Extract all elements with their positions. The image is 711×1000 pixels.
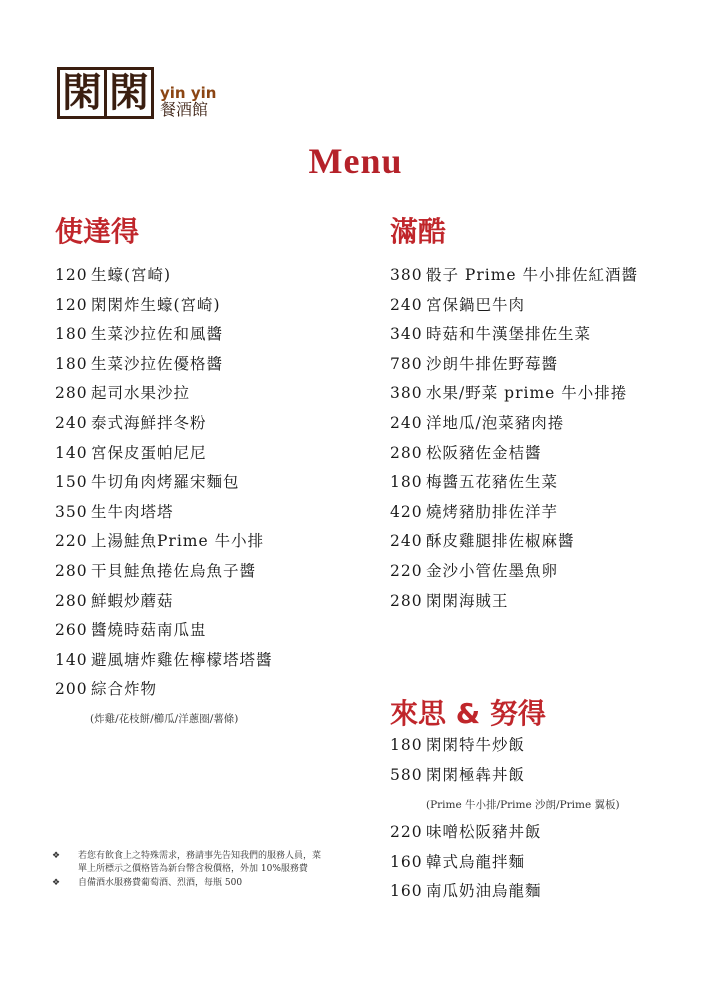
diamond-bullet-icon: ❖ <box>52 878 61 888</box>
menu-item-price: 140 <box>55 443 88 462</box>
menu-item-price: 340 <box>390 325 423 344</box>
menu-item-name: 避風塘炸雞佐檸檬塔塔醬 <box>91 650 273 669</box>
menu-item-name: 宮保鍋巴牛肉 <box>426 295 526 314</box>
menu-item-price: 120 <box>55 295 88 314</box>
menu-item <box>390 320 638 350</box>
fried-platter-note: (炸雞/花枝餅/櫛瓜/洋蔥圈/薯條) <box>90 713 239 725</box>
menu-item-name: 上湯鮭魚Prime 牛小排 <box>91 532 265 551</box>
menu-item-name: 燒烤豬肋排佐洋芋 <box>426 502 559 521</box>
logo-char: 閑 <box>62 70 102 116</box>
menu-item-name: 金沙小管佐墨魚卵 <box>426 561 559 580</box>
menu-item <box>55 557 273 587</box>
menu-item-price: 380 <box>390 266 423 284</box>
menu-item-name: 鮮蝦炒蘑菇 <box>91 591 174 610</box>
menu-item-name: 沙朗牛排佐野莓醬 <box>426 354 559 373</box>
menu-item-name: 韓式烏龍拌麵 <box>426 852 526 871</box>
menu-item-name: 洋地瓜/泡菜豬肉捲 <box>426 413 565 432</box>
menu-item-price: 240 <box>390 413 423 432</box>
menu-item-price: 150 <box>55 473 88 492</box>
mains-list <box>390 261 638 616</box>
menu-item-name: 骰子 Prime 牛小排佐紅酒醬 <box>426 266 639 284</box>
menu-item <box>55 409 273 439</box>
menu-item-name: 牛切角肉烤羅宋麵包 <box>91 473 240 492</box>
starters-list <box>55 261 273 705</box>
menu-item <box>390 587 638 617</box>
menu-item <box>55 350 273 380</box>
menu-item-price: 160 <box>390 882 423 901</box>
menu-item <box>390 557 638 587</box>
section-title-mains: 滿酷 <box>390 215 447 248</box>
menu-item-price: 280 <box>55 591 88 610</box>
menu-item <box>390 409 638 439</box>
menu-item-price: 240 <box>55 413 88 432</box>
menu-item-name: 酥皮雞腿排佐椒麻醬 <box>426 532 575 551</box>
menu-item-name: 梅醬五花豬佐生菜 <box>426 473 559 492</box>
rice-list-a <box>390 731 525 790</box>
menu-item-name: 生菜沙拉佐和風醬 <box>91 325 224 344</box>
menu-item <box>55 498 273 528</box>
menu-item-price: 220 <box>55 532 88 551</box>
menu-item <box>55 291 273 321</box>
footnote <box>52 850 328 875</box>
menu-item <box>55 379 273 409</box>
menu-item-price: 220 <box>390 823 423 841</box>
menu-item-name: 時菇和牛漢堡排佐生菜 <box>426 325 592 344</box>
menu-item-name: 水果/野菜 prime 牛小排捲 <box>426 384 628 403</box>
menu-item <box>55 468 273 498</box>
menu-item <box>55 261 273 291</box>
menu-item-name: 生蠔(宮崎) <box>91 266 172 284</box>
menu-item <box>55 675 273 705</box>
menu-item-price: 120 <box>55 266 88 284</box>
footnote <box>52 877 328 890</box>
menu-item <box>55 439 273 469</box>
menu-item-name: 閑閑極犇丼飯 <box>426 765 526 784</box>
menu-item-name: 醬燒時菇南瓜盅 <box>91 621 207 640</box>
menu-item-price: 240 <box>390 532 423 551</box>
menu-item-price: 240 <box>390 295 423 314</box>
menu-item-price: 350 <box>55 502 88 521</box>
menu-item <box>55 320 273 350</box>
logo-char: 閑 <box>104 70 151 116</box>
rice-list-b <box>390 818 542 907</box>
menu-item <box>390 498 638 528</box>
menu-item <box>390 468 638 498</box>
menu-item-name: 泰式海鮮拌冬粉 <box>91 413 207 432</box>
section-title-starters: 使達得 <box>55 215 140 248</box>
menu-item-price: 280 <box>390 591 423 610</box>
menu-item-price: 180 <box>55 354 88 373</box>
section-title-rice-noodles: 來思 & 努得 <box>390 697 546 730</box>
menu-item-price: 180 <box>55 325 88 344</box>
menu-item <box>390 848 542 878</box>
footnotes <box>52 850 328 890</box>
menu-item-name: 味噌松阪豬丼飯 <box>426 823 542 841</box>
menu-item <box>390 877 542 907</box>
beef-cut-note: (Prime 牛小排/Prime 沙朗/Prime 翼板) <box>426 799 620 811</box>
diamond-bullet-icon: ❖ <box>52 851 61 861</box>
menu-item <box>390 261 638 291</box>
logo-english-name: yin yin <box>160 83 217 102</box>
menu-item-price: 580 <box>390 765 423 784</box>
menu-item-price: 380 <box>390 384 423 403</box>
logo-mark <box>57 67 154 119</box>
menu-item-name: 閑閑海賊王 <box>426 591 509 610</box>
menu-item-price: 420 <box>390 502 423 521</box>
menu-item-name: 干貝鮭魚捲佐烏魚子醬 <box>91 561 257 580</box>
footnote-text: 自備酒水服務費葡萄酒、烈酒，每瓶 500 <box>78 878 243 888</box>
menu-item <box>390 379 638 409</box>
menu-item-name: 起司水果沙拉 <box>91 384 191 403</box>
menu-item <box>55 646 273 676</box>
menu-item-price: 180 <box>390 736 423 754</box>
menu-item-name: 生牛肉塔塔 <box>91 502 174 521</box>
menu-item-price: 220 <box>390 561 423 580</box>
logo-chinese-name: 餐酒館 <box>160 100 209 120</box>
logo <box>57 67 216 119</box>
menu-item <box>390 761 525 791</box>
footnote-text: 若您有飲食上之特殊需求，務請事先告知我們的服務人員，菜單上所標示之價格皆為新台幣含稅價格，外加 10%服務費 <box>78 851 322 874</box>
menu-item-name: 宮保皮蛋帕尼尼 <box>91 443 207 462</box>
menu-item-name: 閑閑炸生蠔(宮崎) <box>91 295 221 314</box>
menu-item <box>390 291 638 321</box>
menu-item <box>55 587 273 617</box>
menu-item-price: 200 <box>55 680 88 699</box>
menu-item-price: 280 <box>55 384 88 403</box>
menu-item <box>390 731 525 761</box>
menu-item-name: 閑閑特牛炒飯 <box>426 736 526 754</box>
menu-title: Menu <box>308 141 403 181</box>
menu-item-price: 140 <box>55 650 88 669</box>
menu-item-price: 280 <box>55 561 88 580</box>
menu-item-name: 綜合炸物 <box>91 680 158 699</box>
menu-item <box>55 616 273 646</box>
menu-item-price: 260 <box>55 621 88 640</box>
menu-item-name: 南瓜奶油烏龍麵 <box>426 882 542 901</box>
menu-item-price: 780 <box>390 354 423 373</box>
menu-item <box>390 818 542 848</box>
menu-item-price: 280 <box>390 443 423 462</box>
menu-item-price: 160 <box>390 852 423 871</box>
menu-item <box>390 439 638 469</box>
menu-item <box>390 527 638 557</box>
menu-item <box>55 527 273 557</box>
menu-item-name: 生菜沙拉佐優格醬 <box>91 354 224 373</box>
menu-item <box>390 350 638 380</box>
menu-item-price: 180 <box>390 473 423 492</box>
menu-item-name: 松阪豬佐金桔醬 <box>426 443 542 462</box>
